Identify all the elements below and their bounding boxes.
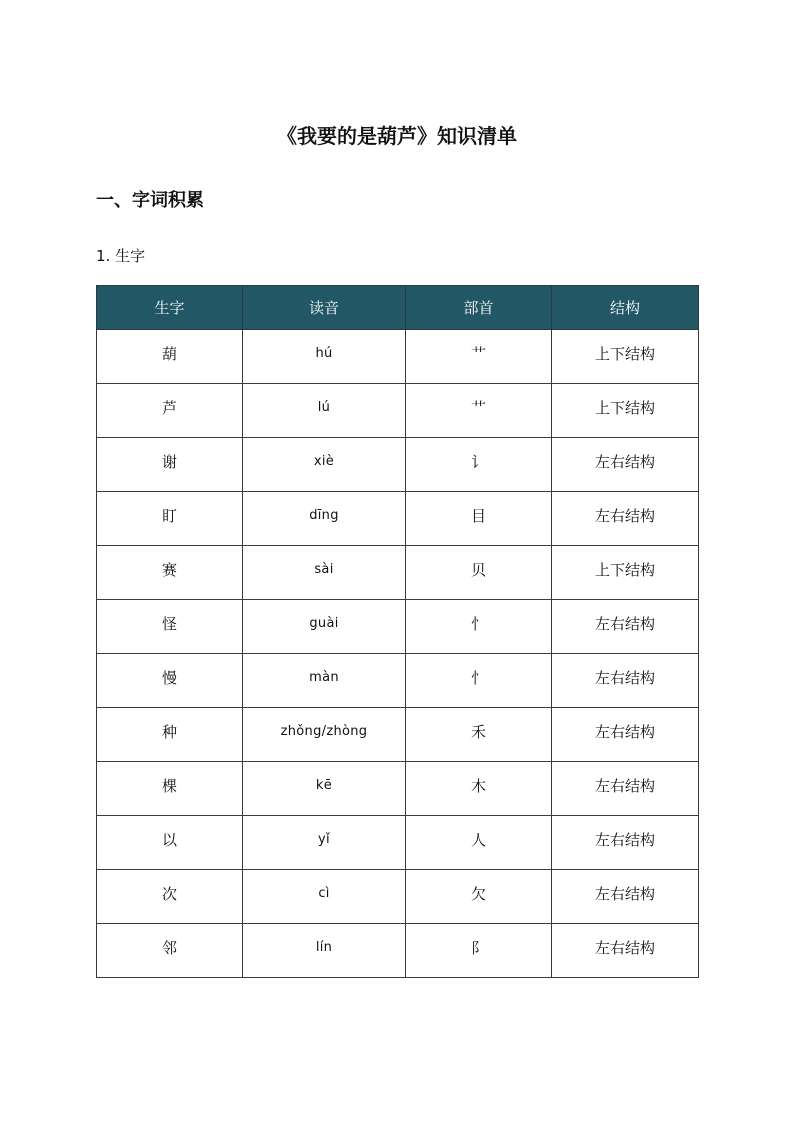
cell-structure: 左右结构 [552,762,699,816]
cell-pronunciation: dīng [243,492,406,546]
table-row [97,546,699,600]
column-header-pronunciation: 读音 [243,286,406,330]
cell-structure: 左右结构 [552,816,699,870]
table-row [97,708,699,762]
cell-pronunciation: guài [243,600,406,654]
cell-character: 以 [97,816,243,870]
cell-radical: 贝 [406,546,552,600]
cell-structure: 左右结构 [552,708,699,762]
table-row [97,924,699,978]
cell-radical: 艹 [406,330,552,384]
cell-pronunciation: cì [243,870,406,924]
cell-pronunciation: màn [243,654,406,708]
cell-character: 葫 [97,330,243,384]
cell-character: 谢 [97,438,243,492]
cell-character: 棵 [97,762,243,816]
cell-radical: 阝 [406,924,552,978]
cell-pronunciation: zhǒng/zhòng [243,708,406,762]
page-title: 《我要的是葫芦》知识清单 [277,124,517,148]
table-row [97,870,699,924]
cell-pronunciation: yǐ [243,816,406,870]
cell-character: 次 [97,870,243,924]
table-row [97,438,699,492]
cell-structure: 左右结构 [552,438,699,492]
sub-heading: 1. 生字 [96,247,146,265]
cell-structure: 左右结构 [552,492,699,546]
cell-character: 邻 [97,924,243,978]
cell-radical: 欠 [406,870,552,924]
cell-radical: 人 [406,816,552,870]
cell-character: 芦 [97,384,243,438]
cell-radical: 目 [406,492,552,546]
cell-structure: 上下结构 [552,384,699,438]
cell-character: 盯 [97,492,243,546]
cell-structure: 上下结构 [552,546,699,600]
cell-radical: 艹 [406,384,552,438]
cell-radical: 讠 [406,438,552,492]
cell-pronunciation: sài [243,546,406,600]
table-row [97,600,699,654]
cell-structure: 左右结构 [552,654,699,708]
cell-character: 赛 [97,546,243,600]
cell-pronunciation: hú [243,330,406,384]
table-row [97,330,699,384]
cell-character: 种 [97,708,243,762]
cell-structure: 上下结构 [552,330,699,384]
cell-structure: 左右结构 [552,924,699,978]
table-header [97,286,699,330]
cell-radical: 忄 [406,600,552,654]
cell-structure: 左右结构 [552,600,699,654]
column-header-character: 生字 [97,286,243,330]
cell-structure: 左右结构 [552,870,699,924]
table-row [97,492,699,546]
cell-radical: 忄 [406,654,552,708]
characters-table [96,285,699,978]
table-row [97,654,699,708]
table-body [97,330,699,978]
cell-pronunciation: lú [243,384,406,438]
cell-pronunciation: kē [243,762,406,816]
cell-pronunciation: xiè [243,438,406,492]
cell-pronunciation: lín [243,924,406,978]
table-row [97,816,699,870]
table-row [97,384,699,438]
cell-radical: 木 [406,762,552,816]
table-row [97,762,699,816]
cell-radical: 禾 [406,708,552,762]
cell-character: 怪 [97,600,243,654]
table-header-row [97,286,699,330]
column-header-structure: 结构 [552,286,699,330]
column-header-radical: 部首 [406,286,552,330]
cell-character: 慢 [97,654,243,708]
section-heading: 一、字词积累 [96,190,204,211]
